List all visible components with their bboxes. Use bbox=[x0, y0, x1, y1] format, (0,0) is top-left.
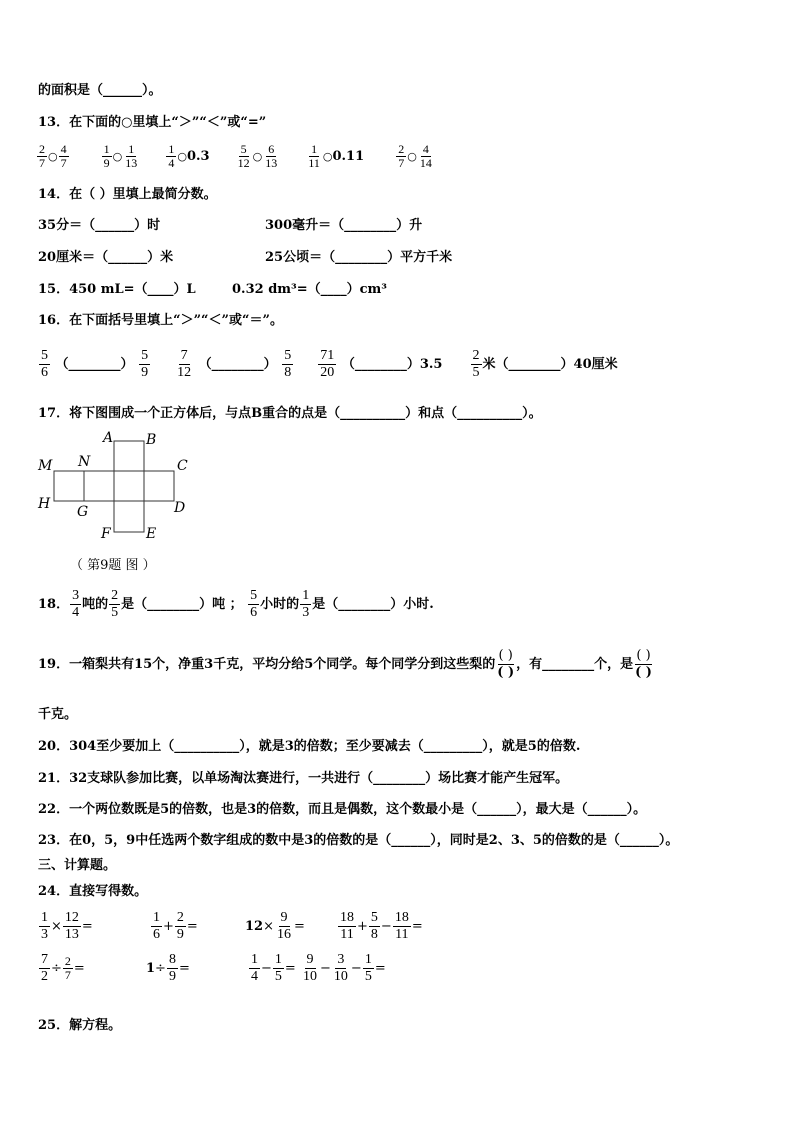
q24-title: 24．直接写得数。 bbox=[38, 884, 148, 899]
label-D: D bbox=[174, 500, 186, 516]
q19-line: 19．一箱梨共有15个，净重3千克，平均分给5个同学。每个同学分到这些梨的 ( ) ( ) ，有________个，是 ( ) ( ) bbox=[38, 648, 652, 680]
calc-3: 12× $\frac{9}{16}$ = bbox=[245, 910, 305, 942]
calc-7: $\frac{1}{4}$ − $\frac{1}{5}$ = bbox=[251, 952, 296, 984]
label-E: E bbox=[146, 526, 157, 542]
label-M: M bbox=[38, 458, 53, 474]
q20: 20．304至少要加上（__________），就是3的倍数；至少要减去（_________），就是5的倍数. bbox=[38, 739, 581, 754]
q13-item-4: $\frac{5}{12}$ ○ $\frac{6}{13}$ bbox=[237, 142, 278, 170]
label-C: C bbox=[177, 458, 188, 474]
calc-8: $\frac{9}{10}$ − $\frac{3}{10}$ − $\frac{1}{5}$ = bbox=[303, 952, 386, 984]
q13-item-5: $\frac{1}{11}$ ○0.11 bbox=[308, 142, 365, 170]
net-vertical-strip bbox=[114, 441, 144, 532]
q15-a: 15．450 mL=（____）L bbox=[38, 282, 196, 297]
q13-item-6: $\frac{2}{7}$ ○ $\frac{4}{14}$ bbox=[398, 142, 432, 170]
q13-item-3: $\frac{1}{4}$ ○0.3 bbox=[168, 142, 210, 170]
q25: 25．解方程。 bbox=[38, 1018, 122, 1033]
figure-caption: （ 第9题 图 ） bbox=[70, 558, 156, 573]
q14-row1-a: 35分＝（______）时 bbox=[38, 218, 161, 233]
q12-tail: 的面积是（______）。 bbox=[38, 83, 162, 98]
calc-4: $\frac{18}{11}$ + $\frac{5}{8}$ − $\frac{18}{11}$ = bbox=[340, 910, 423, 942]
q16-items: $\frac{5}{6}$ （________） $\frac{5}{9}$ $\frac{7}{12}$ （________） $\frac{5}{8}$ $\frac{71}{20}$ （________）3.5 $\frac{2}{5}$ 米（________）40厘米 bbox=[41, 348, 618, 380]
label-G: G bbox=[77, 504, 89, 520]
q21: 21．32支球队参加比赛，以单场淘汰赛进行，一共进行（________）场比赛才能产生冠军。 bbox=[38, 771, 569, 786]
q23: 23．在0，5，9中任选两个数字组成的数中是3的倍数的是（______），同时是2、3、5的倍数的是（______）。 bbox=[38, 833, 679, 848]
label-B: B bbox=[146, 432, 157, 448]
q13-item-1: $\frac{2}{7}$ ○ $\frac{4}{7}$ bbox=[39, 142, 67, 170]
section-3-title: 三、计算题。 bbox=[38, 858, 117, 873]
cube-net-lines bbox=[36, 430, 206, 540]
calc-6: 1÷ $\frac{8}{9}$ = bbox=[146, 952, 190, 984]
q14-row2-a: 20厘米＝（______）米 bbox=[38, 250, 174, 265]
cube-net-figure bbox=[36, 430, 206, 575]
q14-row1-b: 300毫升＝（________）升 bbox=[265, 218, 423, 233]
q16-title: 16．在下面括号里填上“＞”“＜”或“＝”。 bbox=[38, 313, 283, 328]
label-H: H bbox=[38, 496, 51, 512]
q17-title: 17．将下图围成一个正方体后，与点B重合的点是（__________）和点（__________）。 bbox=[38, 406, 542, 421]
label-N: N bbox=[78, 454, 91, 470]
q13-title: 13．在下面的○里填上“＞”“＜”或“=” bbox=[38, 115, 267, 130]
q22: 22．一个两位数既是5的倍数，也是3的倍数，而且是偶数，这个数最小是（______），最大是（______）。 bbox=[38, 802, 647, 817]
q14-title: 14．在（ ）里填上最简分数。 bbox=[38, 187, 217, 202]
q18-line: 18． $\frac{3}{4}$ 吨的 $\frac{2}{5}$ 是（________）吨 ； $\frac{5}{6}$ 小时的 $\frac{1}{3}$ 是（________）小时. bbox=[38, 588, 434, 620]
q14-row2-b: 25公顷＝（________）平方千米 bbox=[265, 250, 453, 265]
q15-b: 0.32 dm³=（____）cm³ bbox=[232, 282, 387, 297]
label-A: A bbox=[103, 430, 114, 446]
label-F: F bbox=[101, 526, 111, 542]
q13-items bbox=[36, 143, 435, 170]
q13-item-2: $\frac{1}{9}$ ○ $\frac{1}{13}$ bbox=[103, 142, 138, 170]
calc-2: $\frac{1}{6}$ + $\frac{2}{9}$ = bbox=[153, 910, 198, 942]
calc-1: $\frac{1}{3}$ × $\frac{12}{13}$ = bbox=[41, 910, 93, 942]
calc-5: $\frac{7}{2}$ ÷ $\frac{2}{7}$ = bbox=[41, 952, 85, 984]
q19-tail: 千克。 bbox=[38, 707, 78, 722]
